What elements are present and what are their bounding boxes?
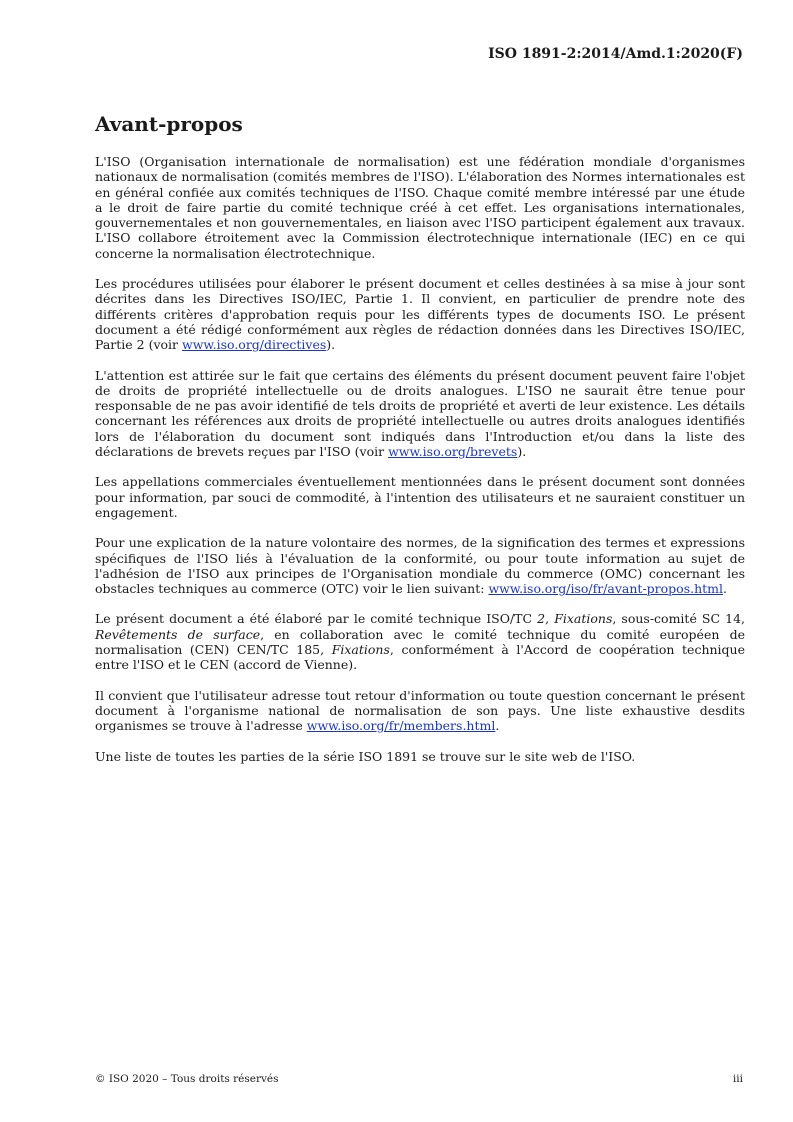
text: Le présent document a été élaboré par le comité technique ISO/TC: [95, 611, 538, 627]
document-code: ISO 1891-2:2014/Amd.1:2020(F): [488, 46, 743, 62]
directives-link[interactable]: www.iso.org/directives: [182, 337, 327, 353]
document-body: [95, 154, 745, 779]
tc-title: Fixations: [554, 611, 613, 627]
paragraph-series-parts: Une liste de toutes les parties de la série ISO 1891 se trouve sur le site web de l'ISO.: [95, 748, 636, 764]
foreword-link[interactable]: www.iso.org/iso/fr/avant-propos.html: [488, 581, 724, 597]
text: ).: [326, 337, 336, 353]
tc-number: 2: [537, 611, 546, 627]
text: .: [495, 718, 500, 734]
section-heading: Avant-propos: [95, 112, 243, 136]
text: , sous-comité SC 14,: [612, 611, 746, 627]
text: , en collaboration avec le comité technique du comité européen de normalisation (CEN) CEN/TC 185,: [95, 626, 745, 658]
text: , conformément à l'Accord de coopération technique entre l'ISO et le CEN (accord de Vienne).: [95, 642, 745, 673]
paragraph-patents: [95, 368, 745, 460]
patents-link[interactable]: www.iso.org/brevets: [388, 444, 518, 460]
sc-title: Revêtements de surface: [95, 626, 261, 642]
paragraph-voluntary-nature: [95, 535, 745, 596]
footer-page-number: iii: [732, 1073, 743, 1085]
text: .: [723, 581, 728, 597]
footer-copyright: © ISO 2020 – Tous droits réservés: [95, 1073, 279, 1085]
cen-tc-title: Fixations: [331, 642, 390, 658]
paragraph-iso-intro: L'ISO (Organisation internationale de normalisation) est une fédération mondiale d'organismes nationaux de normalisation (comités membres de l'ISO). L'élaboration des Normes internationales est en général confiée aux comités techniques de l'ISO. Chaque comité membre intéressé par une étude a le droit de faire partie du comité technique créé à cet effet. Les organisations internationales, gouvernementales et non gouvernementales, en liaison avec l'ISO participent également aux travaux. L'ISO collabore étroitement avec la Commission électrotechnique internationale (IEC) en ce qui concerne la normalisation électrotechnique.: [95, 154, 745, 261]
paragraph-trade-names: Les appellations commerciales éventuellement mentionnées dans le présent document sont données pour information, par souci de commodité, à l'intention des utilisateurs et ne sauraient constituer un engagement.: [95, 474, 745, 520]
text: ,: [545, 611, 555, 627]
text: Il convient que l'utilisateur adresse tout retour d'information ou toute question concernant le présent document à l'organisme national de normalisation de son pays. Une liste exhaustive desdits organismes se trouve à l'adresse: [95, 687, 745, 734]
paragraph-committee: [95, 611, 745, 672]
text: Pour une explication de la nature volontaire des normes, de la signification des termes et expressions spécifiques de l'ISO liés à l'évaluation de la conformité, ou pour toute information au sujet de l'adhésion de l'ISO aux principes de l'Organisation mondiale du commerce (OMC) concernant les obstacles techniques au commerce (OTC) voir le lien suivant:: [95, 535, 745, 597]
text: ).: [517, 444, 527, 460]
text: Les procédures utilisées pour élaborer le présent document et celles destinées à sa mise à jour sont décrites dans les Directives ISO/IEC, Partie 1. Il convient, en particulier de prendre note des différents critères d'approbation requis pour les différents types de documents ISO. Le présent document a été rédigé conformément aux règles de rédaction données dans les Directives ISO/IEC, Partie 2 (voir: [95, 276, 745, 353]
paragraph-procedures: [95, 276, 745, 352]
text: L'attention est attirée sur le fait que certains des éléments du présent document peuvent faire l'objet de droits de propriété intellectuelle ou de droits analogues. L'ISO ne saurait être tenue pour responsable de ne pas avoir identifié de tels droits de propriété et averti de leur existence. Les détails concernant les références aux droits de propriété intellectuelle ou autres droits analogues identifiés lors de l'élaboration du document sont indiqués dans l'Introduction et/ou dans la liste des déclarations de brevets reçues par l'ISO (voir: [95, 367, 745, 460]
members-link[interactable]: www.iso.org/fr/members.html: [306, 718, 496, 734]
paragraph-feedback: [95, 688, 745, 734]
